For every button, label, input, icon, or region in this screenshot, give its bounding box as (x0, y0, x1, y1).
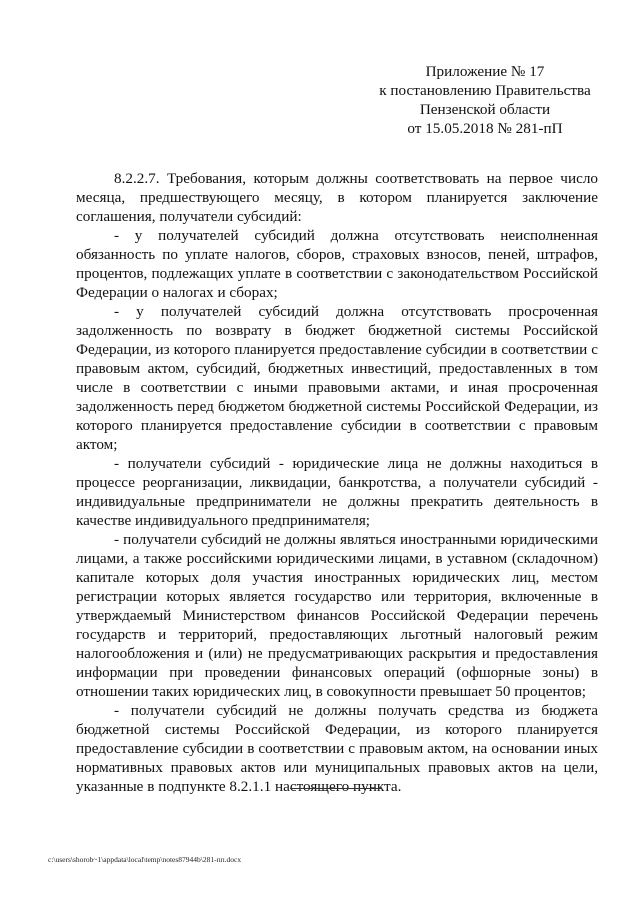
paragraph-foreign-entities: - получатели субсидий не должны являться иностранными юридическими лицами, а также российскими юридическими лицами, в уставном (складочном) капитале которых доля участия иностранных юридических лиц, местом регистрации которых является государство или территория, включенные в утверждаемый Министерством финансов Российской Федерации перечень государств и территорий, предоставляющих льготный налоговый режим налогообложения и (или) не предусматривающих раскрытия и предоставления информации при проведении финансовых операций (офшорные зоны) в отношении таких юридических лиц, в совокупности превышает 50 процентов; (76, 531, 598, 700)
paragraph-other-funding: - получатели субсидий не должны получать средства из бюджета бюджетной системы Российской Федерации, из которого планируется предоставление субсидии в соответствии с правовым актом, на основании иных нормативных правовых актов или муниципальных правовых актов на цели, указанные в подпункте 8.2.1.1 настоящего пункта. (76, 702, 598, 795)
paragraph-requirements-intro: 8.2.2.7. Требования, которым должны соответствовать на первое число месяца, предшествующего месяцу, в котором планируется заключение соглашения, получатели субсидий: (76, 170, 598, 225)
file-path-footer: c:\users\shorob~1\appdata\local\temp\notes87944b\281-пп.docx (48, 855, 242, 864)
appendix-reference: к постановлению Правительства (379, 82, 591, 99)
appendix-header (370, 62, 600, 138)
paragraph-reorganization: - получатели субсидий - юридические лица не должны находиться в процессе реорганизации, ликвидации, банкротства, а получатели субсидий - индивидуальные предприниматели не должны прекратить деятельность в качестве индивидуального предпринимателя; (76, 455, 598, 529)
paragraph-overdue-debt: - у получателей субсидий должна отсутствовать просроченная задолженность по возврату в бюджет бюджетной системы Российской Федерации, из которого планируется предоставление субсидии в соответствии с правовым актом, субсидий, бюджетных инвестиций, предоставленных в том числе в соответствии с иными правовыми актами, и иная просроченная задолженность перед бюджетом бюджетной системы Российской Федерации, из которого планируется предоставление субсидии в соответствии с правовым актом; (76, 303, 598, 453)
paragraph-tax-obligations: - у получателей субсидий должна отсутствовать неисполненная обязанность по уплате налогов, сборов, страховых взносов, пеней, штрафов, процентов, подлежащих уплате в соответствии с законодательством Российской Федерации о налогах и сборах; (76, 227, 598, 301)
end-separator-line (290, 788, 382, 789)
appendix-region: Пензенской области (419, 101, 551, 118)
appendix-number: Приложение № 17 (425, 63, 545, 80)
appendix-date-number: от 15.05.2018 № 281-пП (407, 120, 563, 137)
document-body (76, 169, 598, 796)
